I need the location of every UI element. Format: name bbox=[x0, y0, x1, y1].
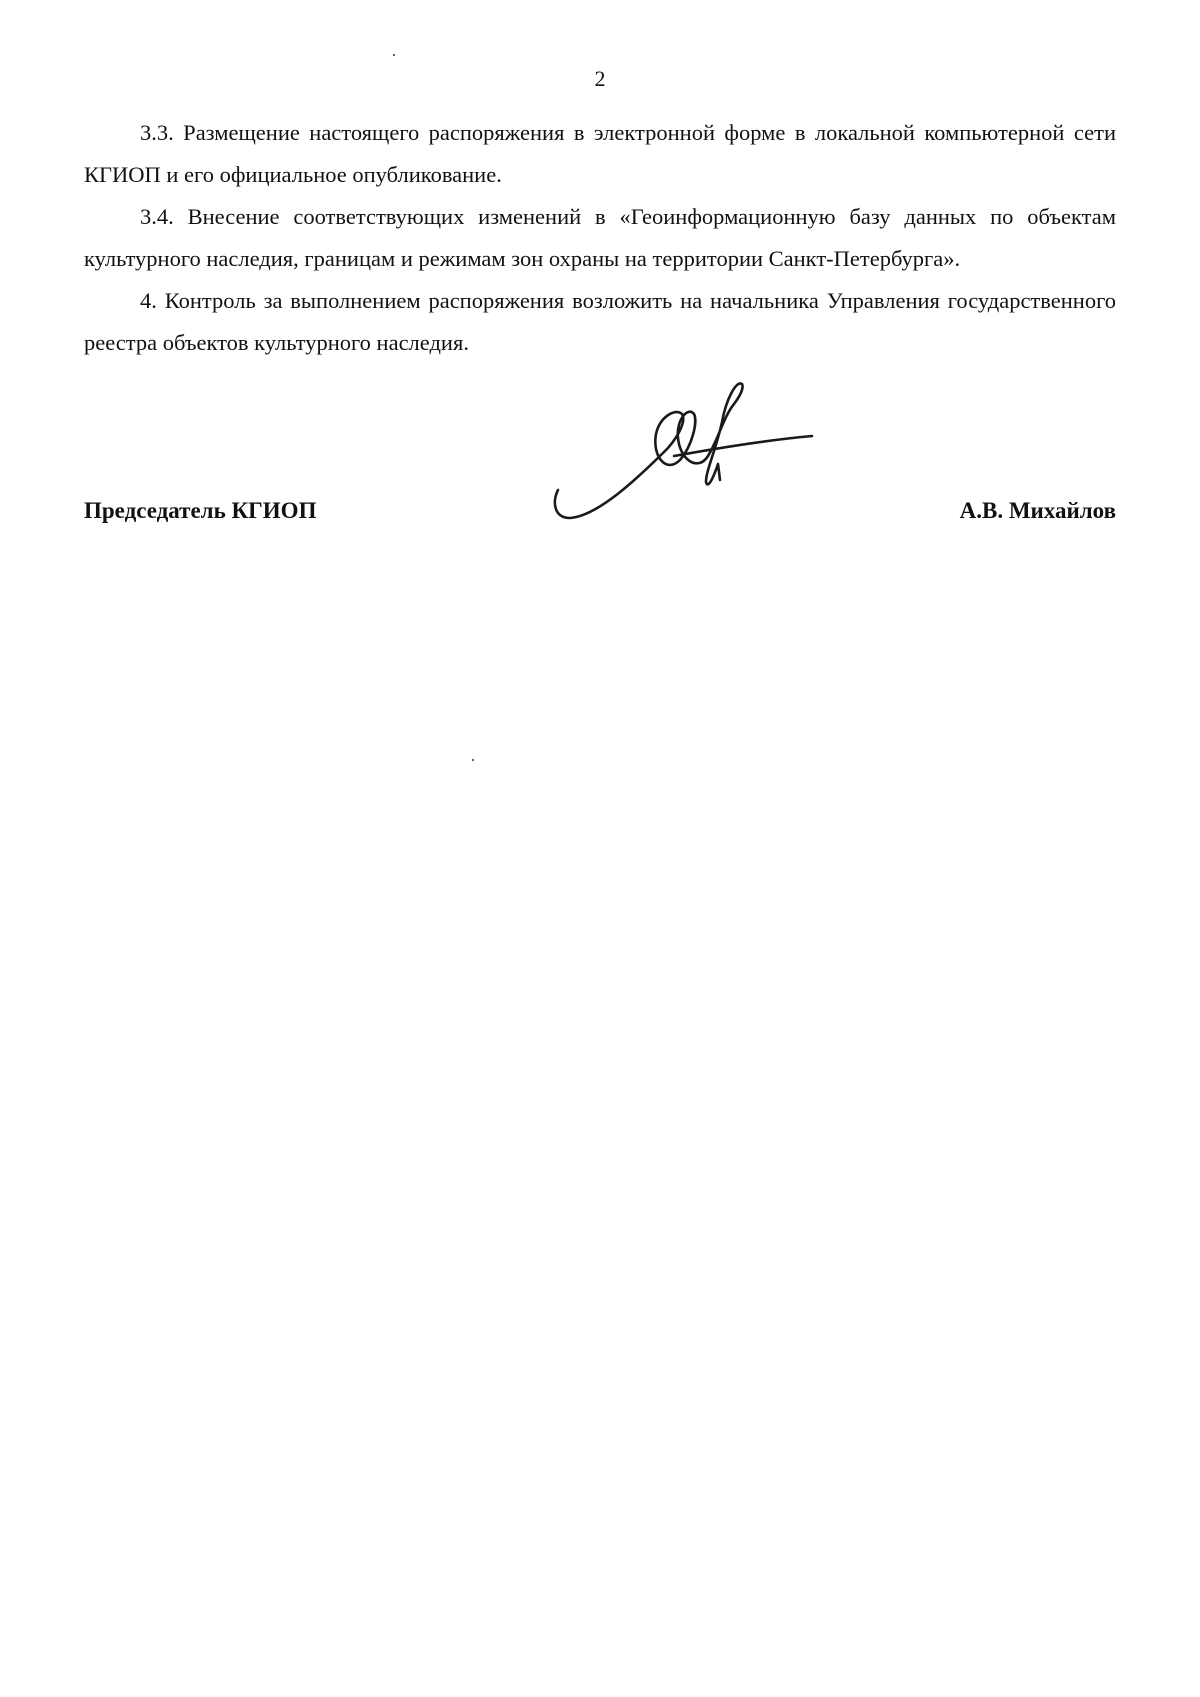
signer-name: А.В. Михайлов bbox=[959, 498, 1116, 523]
paragraph-3-3: 3.3. Размещение настоящего распоряжения в электронной форме в локальной компьютерной сети КГИОП и его официальное опубликование. bbox=[84, 120, 1116, 187]
signer-title: Председатель КГИОП bbox=[84, 498, 317, 523]
scan-speck bbox=[393, 54, 395, 56]
paragraph-4: 4. Контроль за выполнением распоряжения возложить на начальника Управления государственного реестра объектов культурного наследия. bbox=[84, 288, 1116, 355]
document-body bbox=[84, 112, 1116, 364]
scan-speck bbox=[472, 759, 474, 761]
signature-block bbox=[84, 498, 1116, 538]
paragraph-3-4: 3.4. Внесение соответствующих изменений в «Геоинформационную базу данных по объектам культурного наследия, границам и режимам зон охраны на территории Санкт-Петербурга». bbox=[84, 204, 1116, 271]
page-number: 2 bbox=[594, 66, 606, 91]
